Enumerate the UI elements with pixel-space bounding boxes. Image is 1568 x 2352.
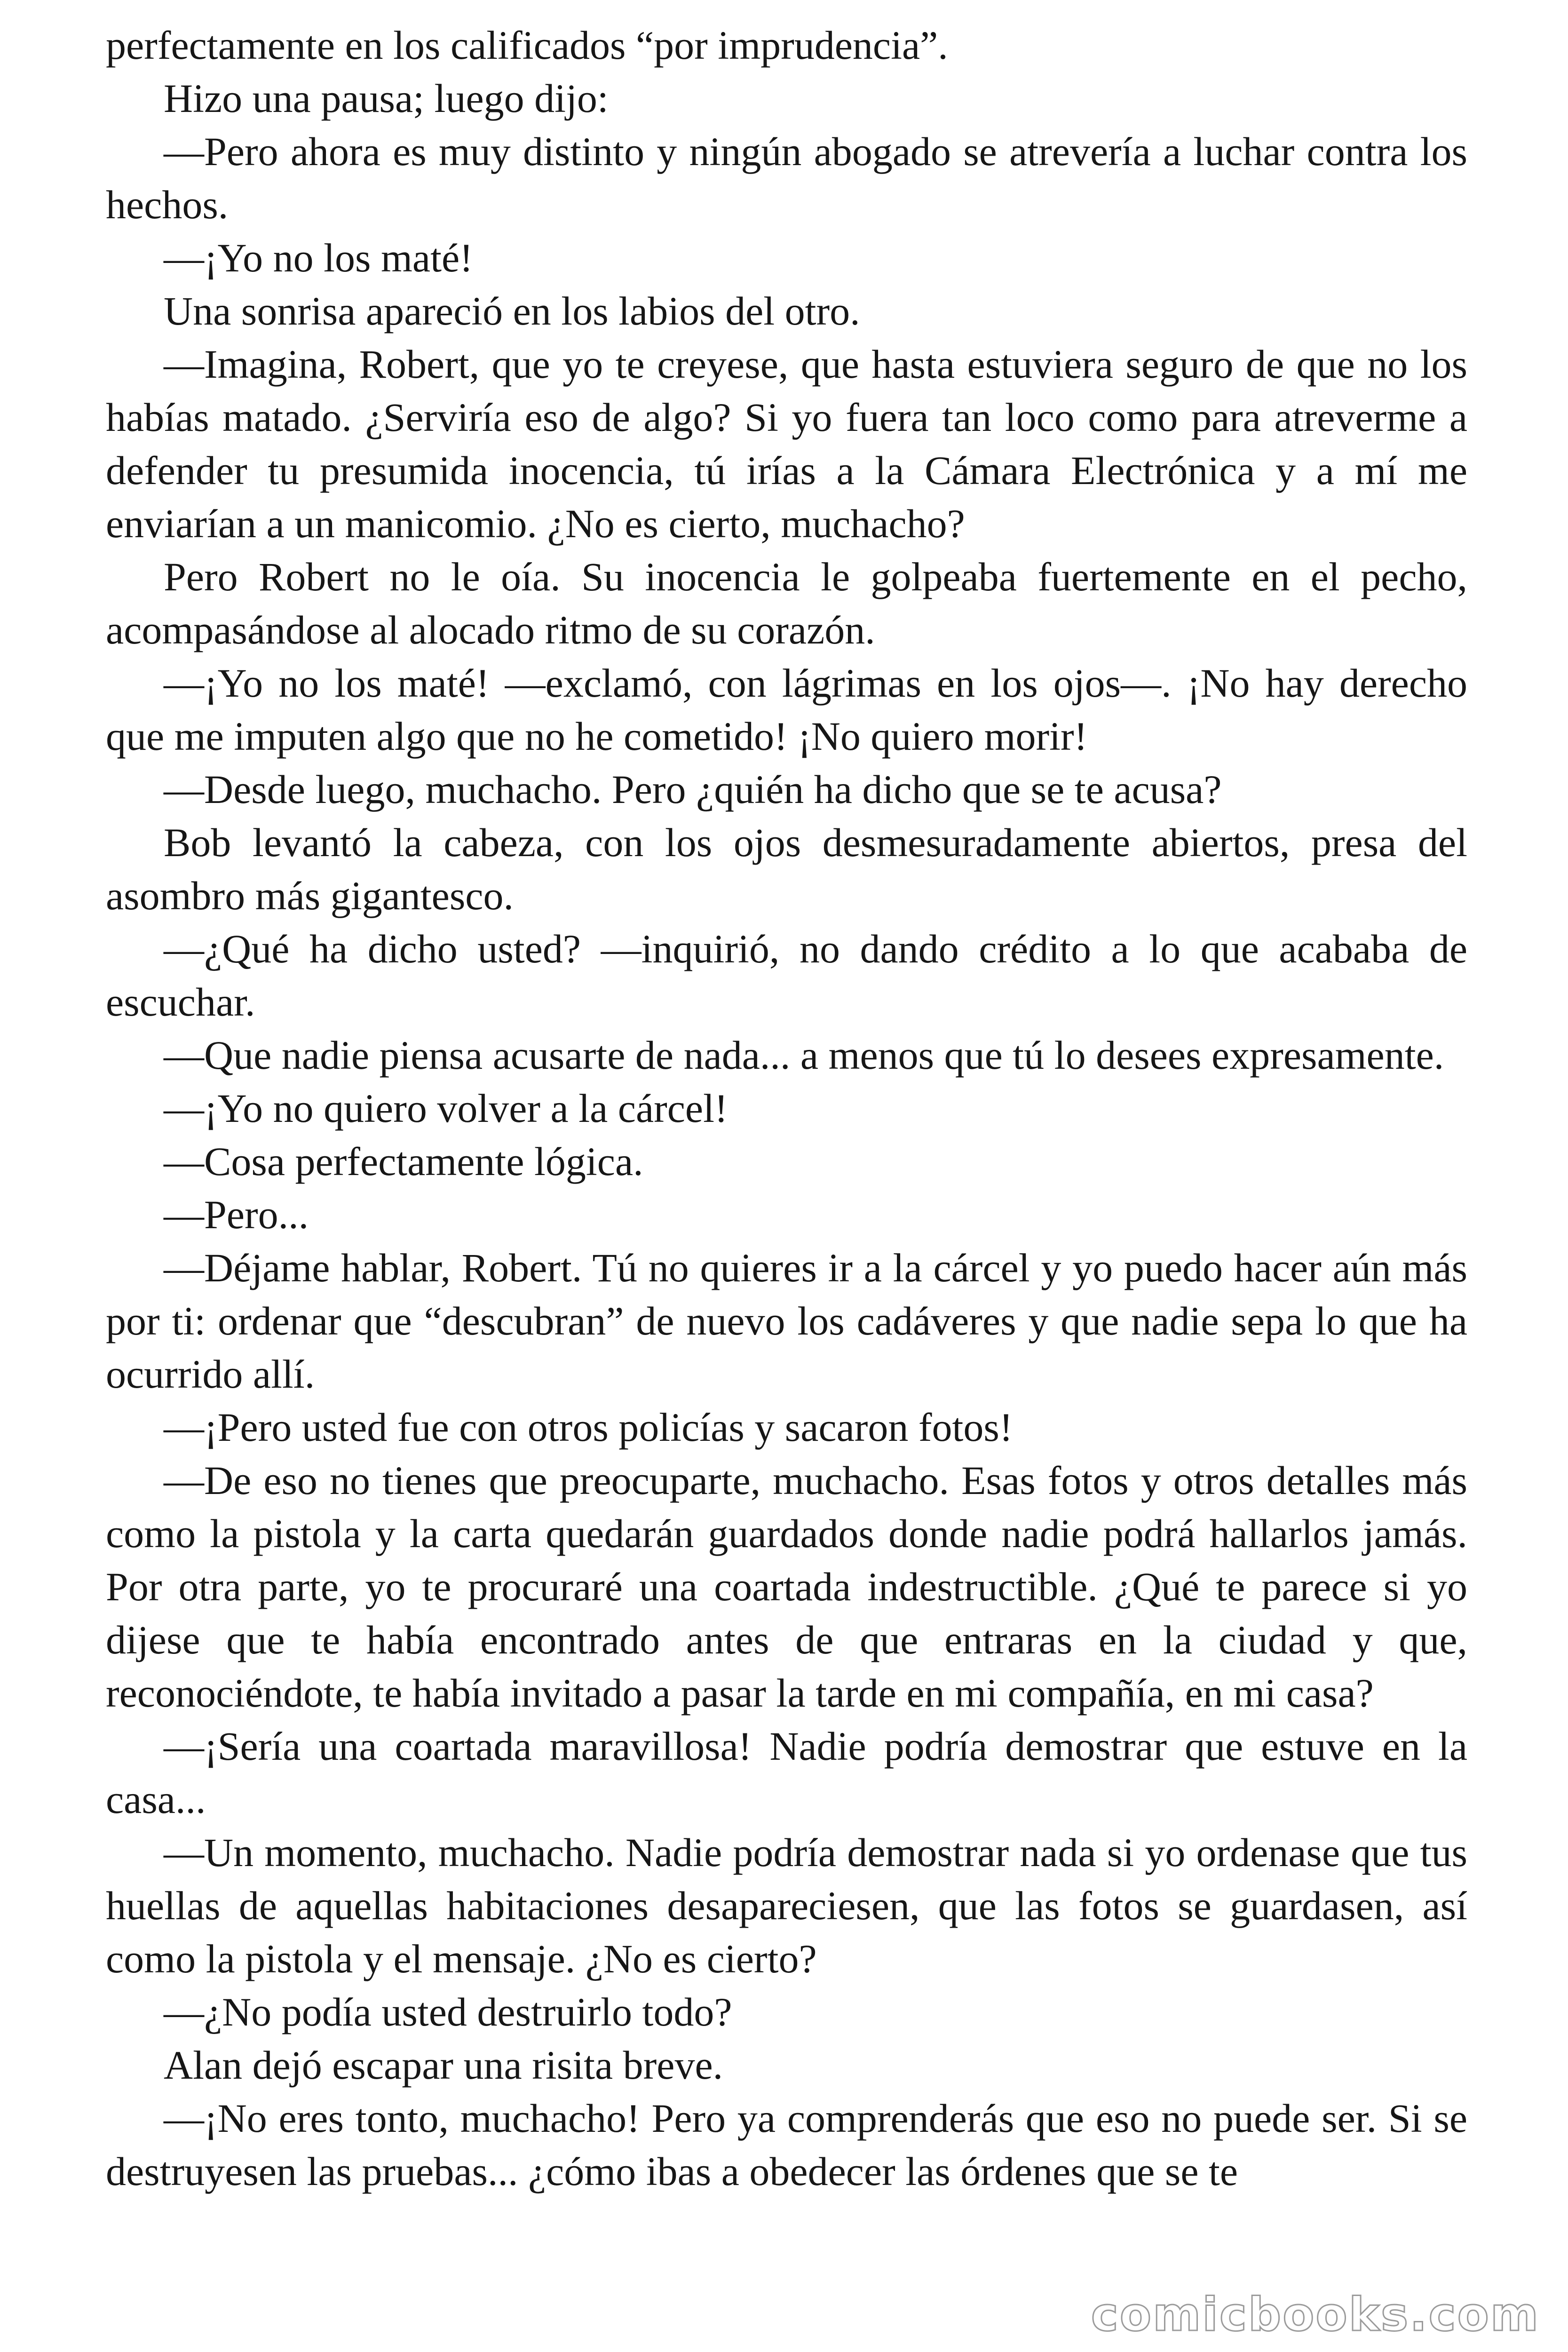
- paragraph: Bob levantó la cabeza, con los ojos desmesuradamente abiertos, presa del asombro más gigantesco.: [106, 820, 1467, 918]
- paragraph: —Pero...: [164, 1192, 309, 1237]
- paragraph: —Desde luego, muchacho. Pero ¿quién ha dicho que se te acusa?: [164, 767, 1222, 812]
- paragraph: Alan dejó escapar una risita breve.: [164, 2042, 723, 2088]
- paragraph: —Imagina, Robert, que yo te creyese, que hasta estuviera seguro de que no los habías matado. ¿Serviría eso de algo? Si yo fuera tan loco como para atreverme a defender tu presumida inocencia, tú irías a la Cámara Electrónica y a mí me enviarían a un manicomio. ¿No es cierto, muchacho?: [106, 342, 1467, 546]
- paragraph: —¡Yo no los maté! —exclamó, con lágrimas en los ojos—. ¡No hay derecho que me imputen algo que no he cometido! ¡No quiero morir!: [106, 660, 1467, 759]
- paragraph: Pero Robert no le oía. Su inocencia le golpeaba fuertemente en el pecho, acompasándose al alocado ritmo de su corazón.: [106, 554, 1467, 652]
- paragraph: —Déjame hablar, Robert. Tú no quieres ir a la cárcel y yo puedo hacer aún más por ti: ordenar que “descubran” de nuevo los cadáveres y que nadie sepa lo que ha ocurrido allí.: [106, 1245, 1467, 1397]
- paragraph: perfectamente en los calificados “por imprudencia”.: [106, 23, 948, 68]
- book-page-text: [106, 19, 1467, 2198]
- watermark-logo: comicbooks.com: [1091, 2288, 1540, 2342]
- paragraph: —¿Qué ha dicho usted? —inquirió, no dando crédito a lo que acababa de escuchar.: [106, 926, 1467, 1025]
- paragraph: —De eso no tienes que preocuparte, muchacho. Esas fotos y otros detalles más como la pistola y la carta quedarán guardados donde nadie podrá hallarlos jamás. Por otra parte, yo te procuraré una coartada indestructible. ¿Qué te parece si yo dijese que te había encontrado antes de que entraras en la ciudad y que, reconociéndote, te había invitado a pasar la tarde en mi compañía, en mi casa?: [106, 1458, 1467, 1716]
- paragraph: Hizo una pausa; luego dijo:: [164, 76, 609, 121]
- paragraph: —¡Yo no los maté!: [164, 235, 473, 280]
- paragraph: —¡Pero usted fue con otros policías y sacaron fotos!: [164, 1405, 1013, 1450]
- paragraph: —Un momento, muchacho. Nadie podría demostrar nada si yo ordenase que tus huellas de aquellas habitaciones desapareciesen, que las fotos se guardasen, así como la pistola y el mensaje. ¿No es cierto?: [106, 1830, 1467, 1981]
- paragraph: —¿No podía usted destruirlo todo?: [164, 1989, 732, 2034]
- paragraph: —¡Sería una coartada maravillosa! Nadie podría demostrar que estuve en la casa...: [106, 1724, 1467, 1822]
- paragraph: —¡Yo no quiero volver a la cárcel!: [164, 1086, 728, 1131]
- paragraph: —¡No eres tonto, muchacho! Pero ya comprenderás que eso no puede ser. Si se destruyesen las pruebas... ¿cómo ibas a obedecer las órdenes que se te: [106, 2096, 1467, 2194]
- paragraph: —Que nadie piensa acusarte de nada... a menos que tú lo desees expresamente.: [164, 1033, 1444, 1078]
- paragraph: —Pero ahora es muy distinto y ningún abogado se atrevería a luchar contra los hechos.: [106, 129, 1467, 227]
- paragraph: —Cosa perfectamente lógica.: [164, 1139, 643, 1184]
- paragraph: Una sonrisa apareció en los labios del otro.: [164, 288, 860, 334]
